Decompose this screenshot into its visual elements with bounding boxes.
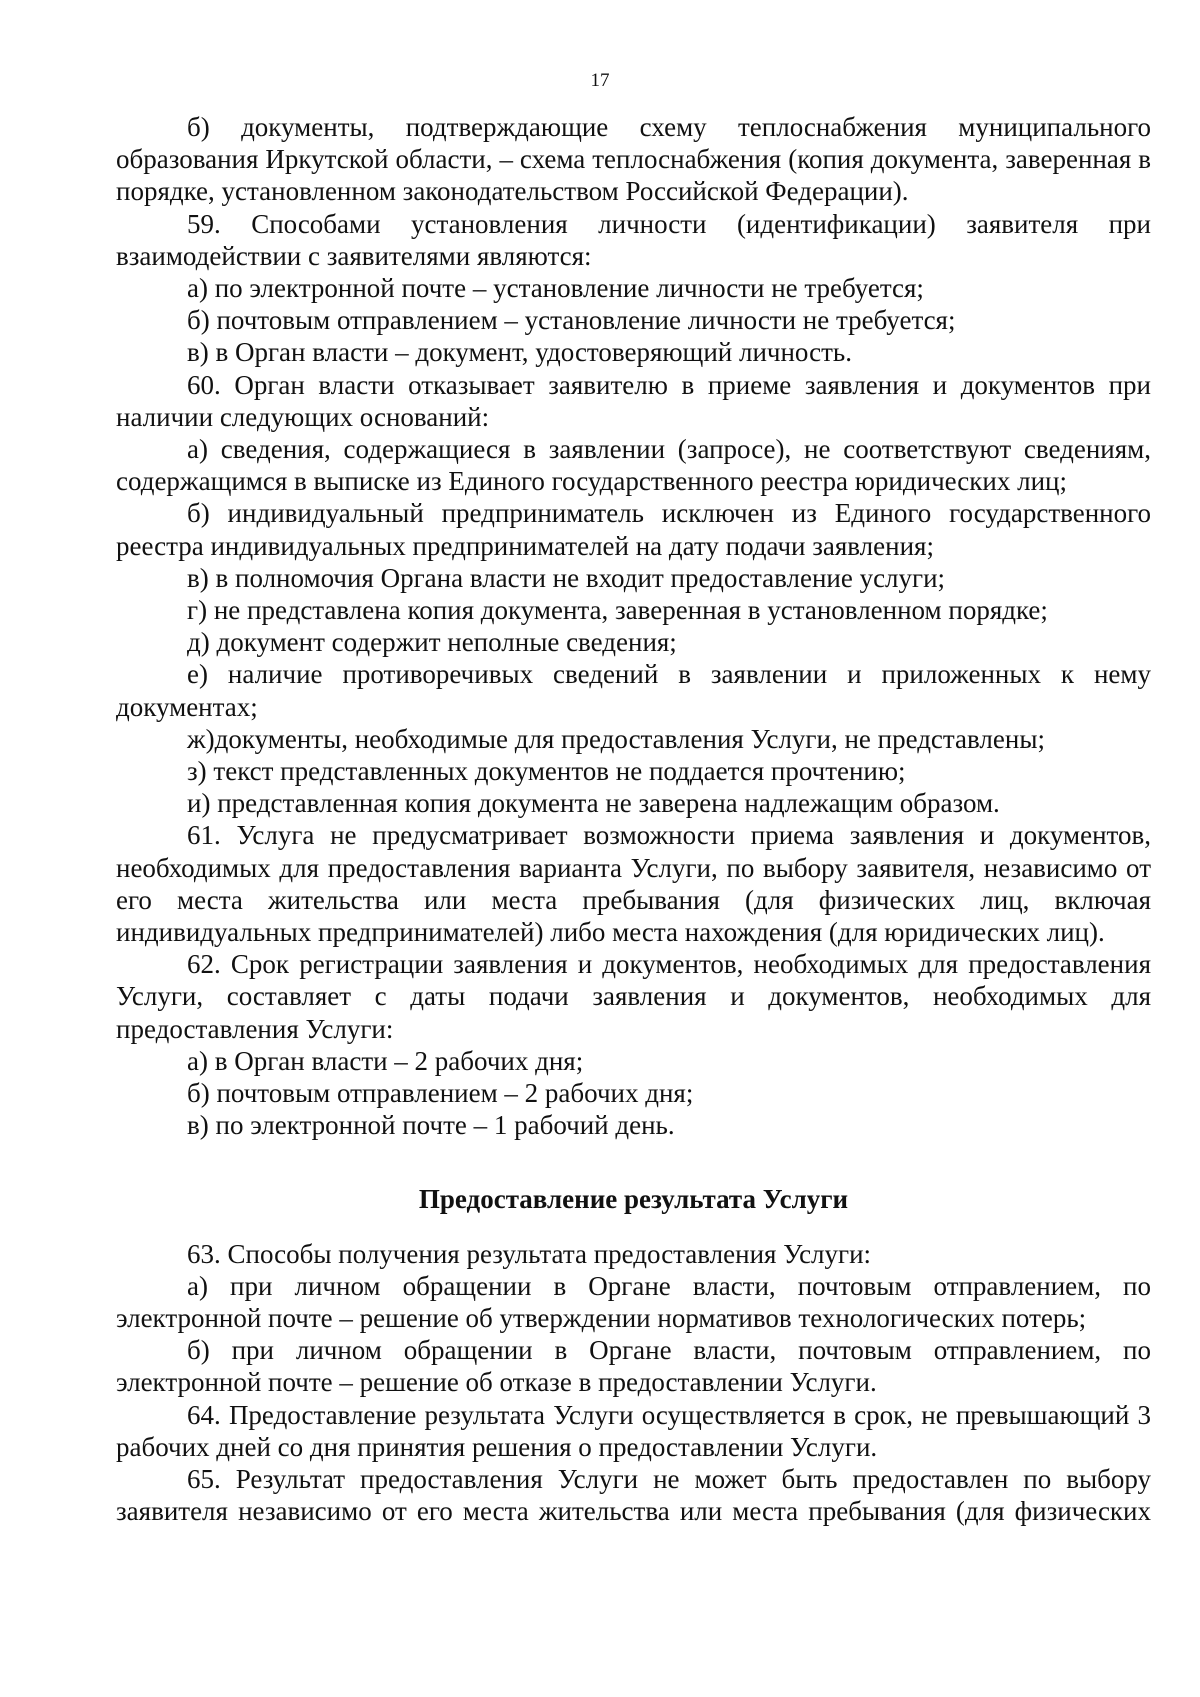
paragraph: 63. Способы получения результата предоставления Услуги: (187, 1238, 872, 1269)
paragraph: з) текст представленных документов не поддается прочтению; (187, 756, 906, 787)
paragraph: 61. Услуга не предусматривает возможности приема заявления и документов, необходимых для предоставления варианта Услуги, по выбору заявителя, независимо от его места жительства или места пребывания (для физических лиц, включая индивидуальных предпринимателей) либо места нахождения (для юридических лиц). (116, 820, 1151, 948)
paragraph: 60. Орган власти отказывает заявителю в приеме заявления и документов при наличии следующих оснований: (116, 369, 1151, 432)
paragraph: б) при личном обращении в Органе власти, почтовым отправлением, по электронной почте – решение об отказе в предоставлении Услуги. (116, 1335, 1151, 1398)
paragraph: 64. Предоставление результата Услуги осуществляется в срок, не превышающий 3 рабочих дней со дня принятия решения о предоставлении Услуги. (116, 1399, 1151, 1462)
paragraph: и) представленная копия документа не заверена надлежащим образом. (187, 788, 1000, 819)
paragraph: а) по электронной почте – установление личности не требуется; (187, 273, 924, 304)
paragraph: 59. Способами установления личности (идентификации) заявителя при взаимодействии с заявителями являются: (116, 208, 1151, 271)
paragraph: д) документ содержит неполные сведения; (187, 627, 677, 658)
paragraph: б) индивидуальный предприниматель исключен из Единого государственного реестра индивидуальных предпринимателей на дату подачи заявления; (116, 498, 1151, 561)
paragraph: в) в полномочия Органа власти не входит предоставление услуги; (187, 562, 946, 593)
document-body (116, 111, 1151, 1527)
page-number: 17 (590, 70, 610, 91)
paragraph: а) в Орган власти – 2 рабочих дня; (187, 1045, 584, 1076)
paragraph: 65. Результат предоставления Услуги не может быть предоставлен по выбору заявителя независимо от его места жительства или места пребывания (для физических (116, 1463, 1151, 1527)
paragraph: б) почтовым отправлением – 2 рабочих дня; (187, 1078, 694, 1109)
paragraph: а) при личном обращении в Органе власти, почтовым отправлением, по электронной почте – решение об утверждении нормативов технологических потерь; (116, 1270, 1151, 1333)
paragraph: 62. Срок регистрации заявления и документов, необходимых для предоставления Услуги, составляет с даты подачи заявления и документов, необходимых для предоставления Услуги: (116, 949, 1151, 1044)
paragraph: е) наличие противоречивых сведений в заявлении и приложенных к нему документах; (116, 659, 1151, 722)
paragraph: ж)документы, необходимые для предоставления Услуги, не представлены; (187, 723, 1045, 754)
paragraph: б) документы, подтверждающие схему теплоснабжения муниципального образования Иркутской области, – схема теплоснабжения (копия документа, заверенная в порядке, установленном законодательством Российской Федерации). (116, 112, 1151, 207)
paragraph: а) сведения, содержащиеся в заявлении (запросе), не соответствуют сведениям, содержащимся в выписке из Единого государственного реестра юридических лиц; (116, 434, 1151, 497)
paragraph: в) по электронной почте – 1 рабочий день. (187, 1110, 675, 1141)
paragraph: б) почтовым отправлением – установление личности не требуется; (187, 305, 956, 336)
section-heading: Предоставление результата Услуги (418, 1183, 849, 1214)
paragraph: г) не представлена копия документа, заверенная в установленном порядке; (187, 595, 1048, 626)
paragraph: в) в Орган власти – документ, удостоверяющий личность. (187, 337, 852, 368)
